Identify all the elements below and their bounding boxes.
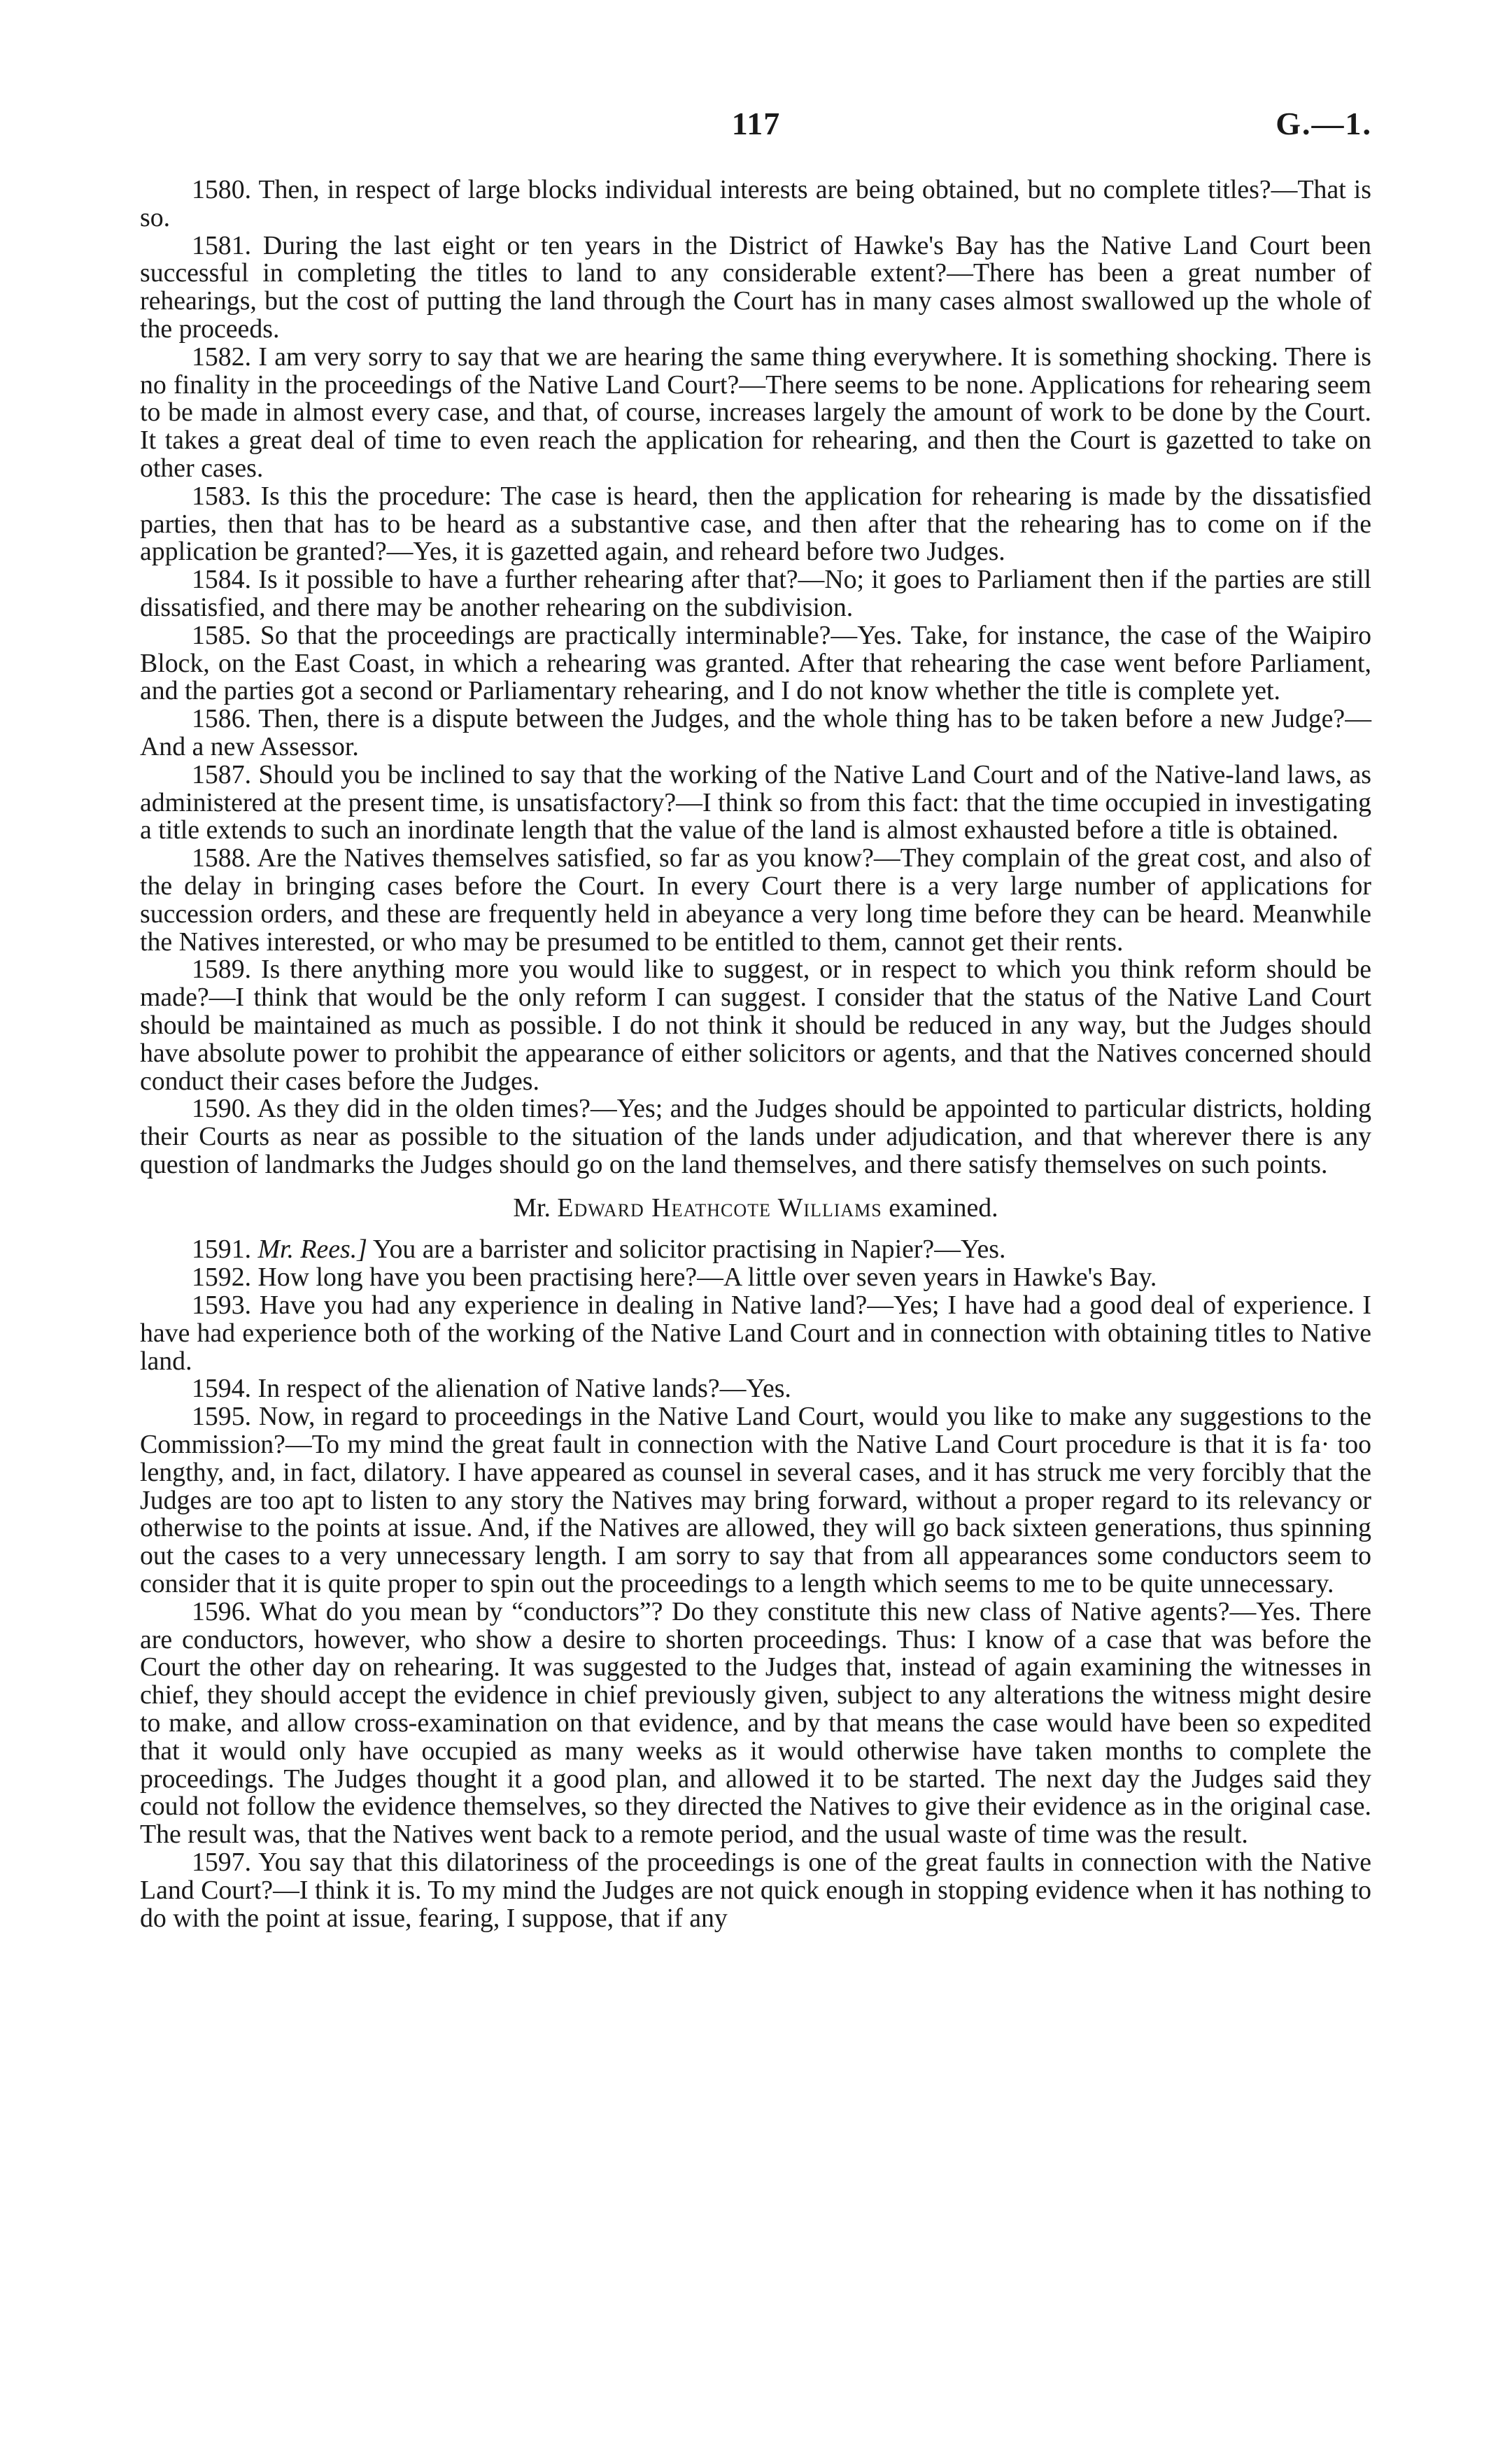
question-text: In respect of the alienation of Native lands?—Yes. <box>257 1374 791 1404</box>
question-number: 1586. <box>192 704 252 734</box>
question-1583 <box>140 483 1371 566</box>
question-text: Have you had any experience in dealing in Native land?—Yes; I have had a good deal of experience. I have had experience both of the working of the Native Land Court and in connection with obtaining titles to Native land. <box>140 1290 1372 1376</box>
question-number: 1592. <box>192 1262 252 1293</box>
question-text: Now, in regard to proceedings in the Native Land Court, would you like to make any suggestions to the Commission?—To my mind the great fault in connection with the Native Land Court procedure is that it is fa· too lengthy, and, in fact, dilatory. I have appeared as counsel in several cases, and it has struck me very forcibly that the Judges are too apt to listen to any story the Natives may bring forward, without a proper regard to its relevancy or otherwise to the points at issue. And, if the Natives are allowed, they will go back sixteen generations, thus spinning out the cases to a very unnecessary length. I am sorry to say that from all appearances some conductors seem to consider that it is quite proper to spin out the proceedings to a length which seems to me to be quite unnecessary. <box>140 1402 1372 1599</box>
page-number: 117 <box>731 106 781 141</box>
question-number: 1581. <box>192 230 252 260</box>
question-text: Then, there is a dispute between the Judges, and the whole thing has to be taken before a new Judge?—And a new Assessor. <box>140 704 1371 761</box>
witness-suffix: examined. <box>889 1193 998 1223</box>
question-number: 1589. <box>192 955 252 985</box>
question-text: What do you mean by “conductors”? Do they constitute this new class of Native agents?—Yes. There are conductors, however, who show a desire to shorten proceedings. Thus: I know of a case that was before the Court the other day on rehearing. It was suggested to the Judges that, instead of again examining the witnesses in chief, they should accept the evidence in chief previously given, subject to any alterations the witness might desire to make, and allow cross-examination on that evidence, and by that means the case would have been so expedited that it would only have occupied as many weeks as it would otherwise have taken months to complete the proceedings. The Judges thought it a good plan, and allowed it to be started. The next day the Judges said they could not follow the evidence themselves, so they directed the Natives to give their evidence as in the original case. The result was, that the Natives went back to a remote period, and the usual waste of time was the result. <box>140 1596 1371 1850</box>
question-1582 <box>140 344 1371 483</box>
question-number: 1597. <box>192 1848 252 1878</box>
question-number: 1584. <box>192 565 252 595</box>
question-text: How long have you been practising here?—A little over seven years in Hawke's Bay. <box>257 1262 1157 1293</box>
question-number: 1593. <box>192 1290 252 1321</box>
question-text: Is it possible to have a further rehearing after that?—No; it goes to Parliament then if the parties are still dissatisfied, and there may be another rehearing on the subdivision. <box>140 565 1371 622</box>
question-text: So that the proceedings are practically interminable?—Yes. Take, for instance, the case of the Waipiro Block, on the East Coast, in which a rehearing was granted. After that rehearing the case went before Parliament, and the parties got a second or Parliamentary rehearing, and I do not know whether the title is complete yet. <box>140 620 1371 706</box>
question-1588 <box>140 845 1371 956</box>
series-code: G.—1. <box>1276 106 1372 141</box>
question-number: 1590. <box>192 1094 252 1124</box>
document-body <box>140 176 1371 1932</box>
question-text: You say that this dilatoriness of the proceedings is one of the great faults in connection with the Native Land Court?—I think it is. To my mind the Judges are not quick enough in stopping evidence when it has nothing to do with the point at issue, fearing, I suppose, that if any <box>140 1848 1372 1933</box>
question-number: 1580. <box>192 175 252 204</box>
question-number: 1583. <box>192 481 252 511</box>
question-1596 <box>140 1598 1371 1849</box>
question-1594 <box>140 1375 1371 1403</box>
question-1591 <box>140 1236 1371 1264</box>
question-1597 <box>140 1849 1371 1932</box>
question-1585 <box>140 622 1371 705</box>
question-1581 <box>140 232 1371 344</box>
question-text: During the last eight or ten years in the District of Hawke's Bay has the Native Land Court been successful in completing the titles to land to any considerable extent?—There has been a great number of rehearings, but the cost of putting the land through the Court has in many cases almost swallowed up the whole of the proceeds. <box>140 230 1371 344</box>
question-number: 1594. <box>192 1374 252 1404</box>
question-1589 <box>140 956 1371 1095</box>
question-1593 <box>140 1292 1371 1375</box>
question-number: 1591. <box>192 1234 252 1265</box>
witness-name: Edward Heathcote Williams <box>557 1193 882 1223</box>
question-1592 <box>140 1264 1371 1292</box>
question-1580 <box>140 176 1371 232</box>
question-1595 <box>140 1403 1371 1598</box>
question-text: Then, in respect of large blocks individual interests are being obtained, but no complete titles?—That is so. <box>140 175 1371 232</box>
question-number: 1588. <box>192 843 252 873</box>
question-text: Are the Natives themselves satisfied, so far as you know?—They complain of the great cost, and also of the delay in bringing cases before the Court. In every Court there is a very large number of applications for succession orders, and these are frequently held in abeyance a very long time before they can be heard. Meanwhile the Natives interested, or who may be presumed to be entitled to them, cannot get their rents. <box>140 843 1371 957</box>
question-text: You are a barrister and solicitor practising in Napier?—Yes. <box>372 1234 1006 1265</box>
question-text: Is there anything more you would like to suggest, or in respect to which you think reform should be made?—I think that would be the only reform I can suggest. I consider that the status of the Native Land Court should be maintained as much as possible. I do not think it should be reduced in any way, but the Judges should have absolute power to prohibit the appearance of either solicitors or agents, and that the Natives concerned should conduct their cases before the Judges. <box>140 955 1371 1096</box>
question-number: 1596. <box>192 1596 252 1626</box>
question-text: I am very sorry to say that we are hearing the same thing everywhere. It is something shocking. There is no finality in the proceedings of the Native Land Court?—There seems to be none. Applications for rehearing seem to be made in almost every case, and that, of course, increases largely the amount of work to be done by the Court. It takes a great deal of time to even reach the application for rehearing, and then the Court is gazetted to take on other cases. <box>140 342 1371 483</box>
witness-heading <box>140 1195 1371 1223</box>
question-text: Is this the procedure: The case is heard, then the application for rehearing is made by the dissatisfied parties, then that has to be heard as a substantive case, and then after that the rehearing has to come on if the application be granted?—Yes, it is gazetted again, and reheard before two Judges. <box>140 481 1372 567</box>
witness-prefix: Mr. <box>513 1193 551 1223</box>
question-number: 1595. <box>192 1402 252 1432</box>
question-1587 <box>140 761 1371 845</box>
question-number: 1587. <box>192 759 252 789</box>
question-1586 <box>140 705 1371 761</box>
question-1590 <box>140 1095 1371 1179</box>
question-text: As they did in the olden times?—Yes; and the Judges should be appointed to particular districts, holding their Courts as near as possible to the situation of the lands under adjudication, and that wherever there is any question of landmarks the Judges should go on the land themselves, and there satisfy themselves on such points. <box>140 1094 1371 1179</box>
speaker-label: Mr. Rees.] <box>257 1234 367 1265</box>
question-number: 1585. <box>192 620 252 650</box>
page-header <box>0 105 1512 154</box>
question-1584 <box>140 566 1371 622</box>
question-text: Should you be inclined to say that the working of the Native Land Court and of the Native-land laws, as administered at the present time, is unsatisfactory?—I think so from this fact: that the time occupied in investigating a title extends to such an inordinate length that the value of the land is almost exhausted before a title is obtained. <box>140 759 1371 845</box>
question-number: 1582. <box>192 342 252 372</box>
